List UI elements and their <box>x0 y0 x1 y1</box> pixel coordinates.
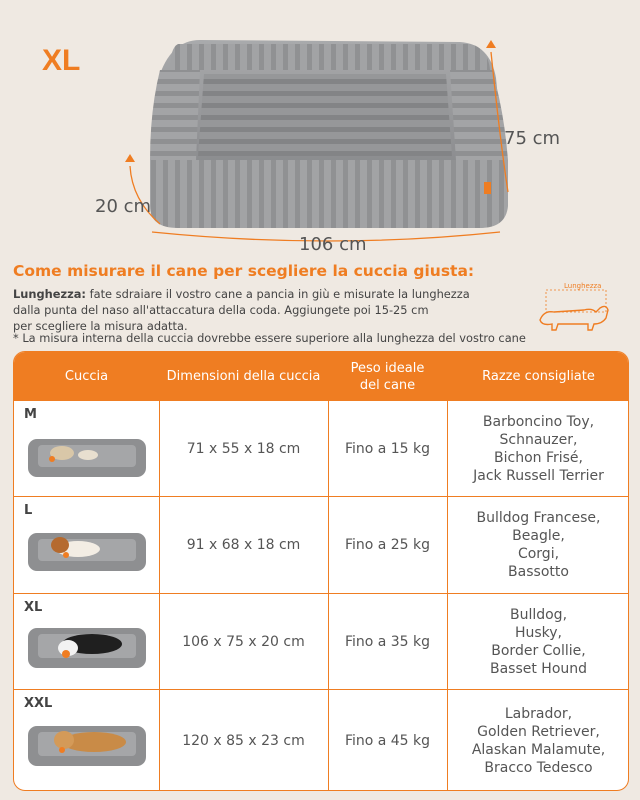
row-dimensions: 71 x 55 x 18 cm <box>186 440 301 457</box>
table-row <box>14 401 629 496</box>
width-dimension: 106 cm <box>299 234 367 255</box>
breed-item: Barboncino Toy, <box>482 413 595 430</box>
row-weight: Fino a 15 kg <box>344 440 431 457</box>
row-size-label: XXL <box>24 696 53 711</box>
header-dimensions: Dimensioni della cuccia <box>166 369 321 384</box>
table-row <box>14 594 629 689</box>
measure-note: * La misura interna della cuccia dovrebbe essere superiore alla lunghezza del vostro cane <box>13 331 526 345</box>
breed-item: Golden Retriever, <box>477 724 600 740</box>
row-breeds <box>447 690 629 791</box>
row-dimensions: 120 x 85 x 23 cm <box>182 733 305 749</box>
measure-line-2: dalla punta del naso all'attaccatura della coda. Aggiungete poi 15-25 cm <box>13 303 429 317</box>
measure-guide-text <box>13 286 533 334</box>
breed-item: Corgi, <box>517 546 560 562</box>
header-weight-line2: del cane <box>359 377 416 393</box>
measure-line-1: fate sdraiare il vostro cane a pancia in giù e misurate la lunghezza <box>85 287 470 301</box>
bed-thumbnail <box>22 720 154 772</box>
row-size-label: M <box>24 407 37 422</box>
table-row <box>14 497 629 593</box>
length-label: Lunghezza: <box>13 287 86 301</box>
bed-thumbnail <box>22 431 154 483</box>
length-icon-label: Lunghezza <box>564 282 602 290</box>
row-breeds <box>447 594 629 689</box>
bed-thumbnail <box>22 525 154 577</box>
row-dimensions: 106 x 75 x 20 cm <box>182 633 305 650</box>
breed-item: Alaskan Malamute, <box>471 742 606 758</box>
depth-dimension: 75 cm <box>504 128 561 149</box>
height-dimension: 20 cm <box>95 196 152 217</box>
bed-thumbnail <box>22 622 154 674</box>
breed-item: Bracco Tedesco <box>484 760 593 776</box>
row-weight: Fino a 45 kg <box>344 733 431 749</box>
measure-line-3: per scegliere la misura adatta. <box>13 319 188 333</box>
row-breeds <box>447 497 629 593</box>
breed-item: Basset Hound <box>489 660 588 677</box>
breed-item: Bulldog, <box>509 606 568 623</box>
breed-item: Husky, <box>514 624 563 641</box>
row-size-label: L <box>24 503 33 518</box>
breed-item: Labrador, <box>504 706 573 722</box>
hero-section <box>0 0 640 262</box>
breed-item: Schnauzer, <box>499 431 578 448</box>
breed-item: Jack Russell Terrier <box>473 467 604 484</box>
table-header <box>14 352 629 401</box>
row-dimensions: 91 x 68 x 18 cm <box>186 537 301 553</box>
size-table <box>13 351 629 791</box>
row-weight: Fino a 35 kg <box>344 633 431 650</box>
header-bed: Cuccia <box>64 369 109 384</box>
header-weight-line1: Peso ideale <box>350 360 425 376</box>
table-row <box>14 690 629 791</box>
breed-item: Bichon Frisé, <box>494 449 583 466</box>
measure-guide-title: Come misurare il cane per scegliere la cuccia giusta: <box>13 262 475 280</box>
row-weight: Fino a 25 kg <box>344 537 431 553</box>
row-breeds <box>447 401 629 496</box>
breed-item: Beagle, <box>512 528 565 544</box>
breed-item: Bassotto <box>508 564 569 580</box>
featured-size-label: XL <box>42 44 81 77</box>
breed-item: Border Collie, <box>491 642 586 659</box>
row-size-label: XL <box>24 600 43 615</box>
header-breeds: Razze consigliate <box>482 369 595 384</box>
header-weight <box>328 352 447 401</box>
breed-item: Bulldog Francese, <box>476 510 601 526</box>
